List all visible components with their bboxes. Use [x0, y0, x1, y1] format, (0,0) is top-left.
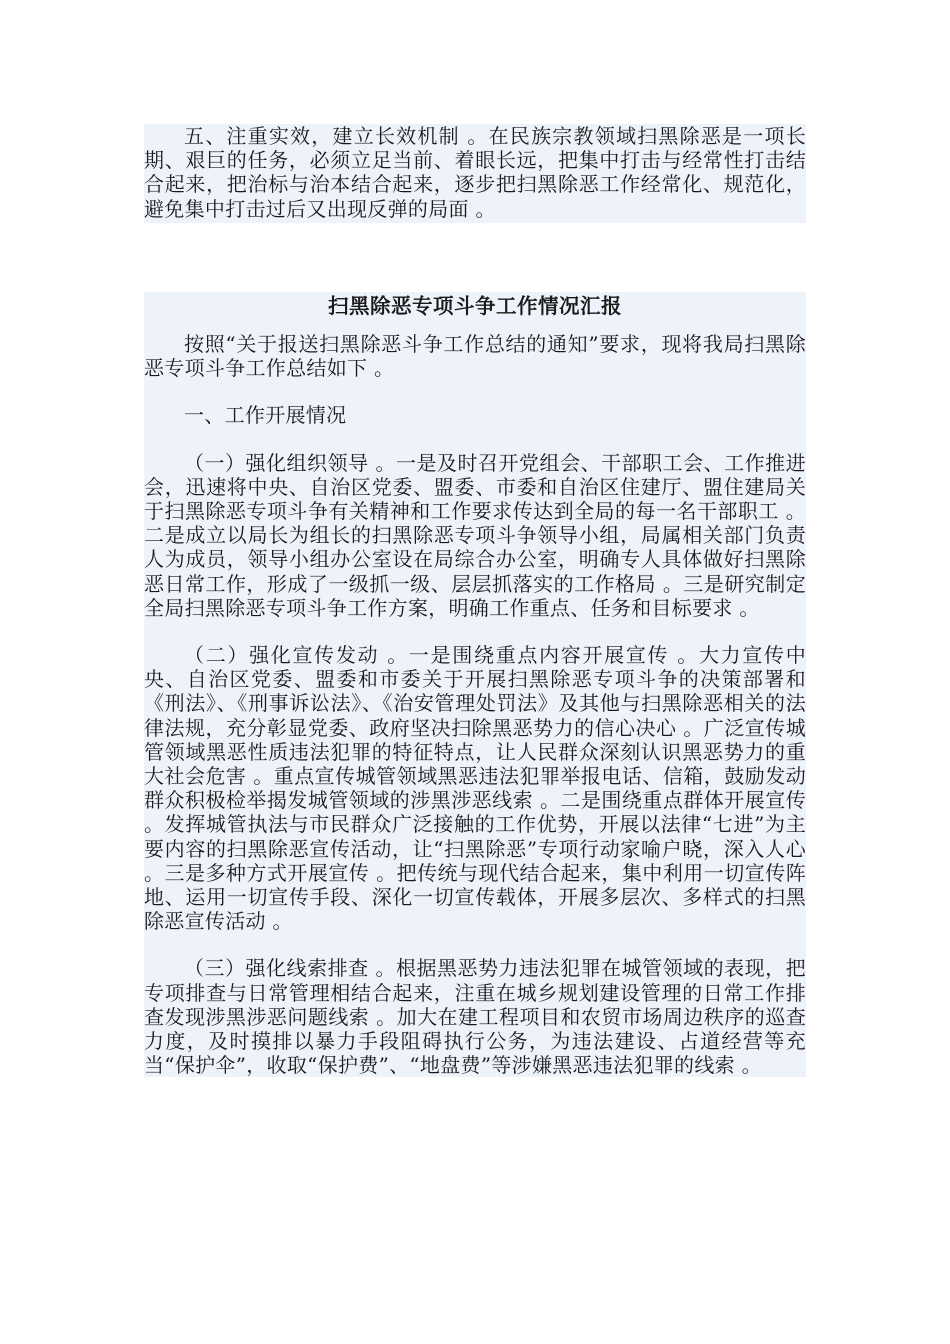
report-intro: 按照“关于报送扫黑除恶斗争工作总结的通知”要求，现将我局扫黑除恶专项斗争工作总结如下 。 [144, 332, 806, 381]
section-five-block [144, 124, 806, 223]
section-five-paragraph: 五、注重实效，建立长效机制 。在民族宗教领域扫黑除恶是一项长期、艰巨的任务，必须立足当前、着眼长远，把集中打击与经常性打击结合起来，把治标与治本结合起来，逐步把扫黑除恶工作经常化、规范化，避免集中打击过后又出现反弹的局面 。 [144, 124, 806, 221]
paragraph-gap [144, 620, 806, 643]
paragraph-gap [144, 380, 806, 403]
report-block [144, 292, 806, 1077]
item-one-paragraph: （一）强化组织领导 。一是及时召开党组会、干部职工会、工作推进会，迅速将中央、自治区党委、盟委、市委和自治区住建厅、盟住建局关于扫黑除恶专项斗争有关精神和工作要求传达到全局的每一名干部职工 。二是成立以局长为组长的扫黑除恶专项斗争领导小组，局属相关部门负责人为成员，领导小组办公室设在局综合办公室，明确专人具体做好扫黑除恶日常工作，形成了一级抓一级、层层抓落实的工作格局 。三是研究制定全局扫黑除恶专项斗争工作方案，明确工作重点、任务和目标要求 。 [144, 450, 806, 620]
item-two-paragraph: （二）强化宣传发动 。一是围绕重点内容开展宣传 。大力宣传中央、自治区党委、盟委和市委关于开展扫黑除恶专项斗争的决策部署和《刑法》、《刑事诉讼法》、《治安管理处罚法》及其他与扫黑除恶相关的法律法规，充分彰显党委、政府坚决扫除黑恶势力的信心决心 。广泛宣传城管领域黑恶性质违法犯罪的特征特点，让人民群众深刻认识黑恶势力的重大社会危害 。重点宣传城管领域黑恶违法犯罪举报电话、信箱，鼓励发动群众积极检举揭发城管领域的涉黑涉恶线索 。二是围绕重点群体开展宣传 。发挥城管执法与市民群众广泛接触的工作优势，开展以法律“七进”为主要内容的扫黑除恶宣传活动，让“扫黑除恶”专项行动家喻户晓，深入人心 。三是多种方式开展宣传 。把传统与现代结合起来，集中利用一切宣传阵地、运用一切宣传手段、深化一切宣传载体，开展多层次、多样式的扫黑除恶宣传活动 。 [144, 643, 806, 934]
item-three-paragraph: （三）强化线索排查 。根据黑恶势力违法犯罪在城管领域的表现，把专项排查与日常管理相结合起来，注重在城乡规划建设管理的日常工作排查发现涉黑涉恶问题线索 。加大在建工程项目和农贸市场周边秩序的巡查力度，及时摸排以暴力手段阻碍执行公务，为违法建设、占道经营等充当“保护伞”，收取“保护费”、“地盘费”等涉嫌黑恶违法犯罪的线索 。 [144, 956, 806, 1078]
paragraph-gap [144, 428, 806, 451]
paragraph-gap [144, 933, 806, 956]
section-heading-one: 一、工作开展情况 [184, 403, 347, 428]
report-title: 扫黑除恶专项斗争工作情况汇报 [328, 294, 622, 318]
